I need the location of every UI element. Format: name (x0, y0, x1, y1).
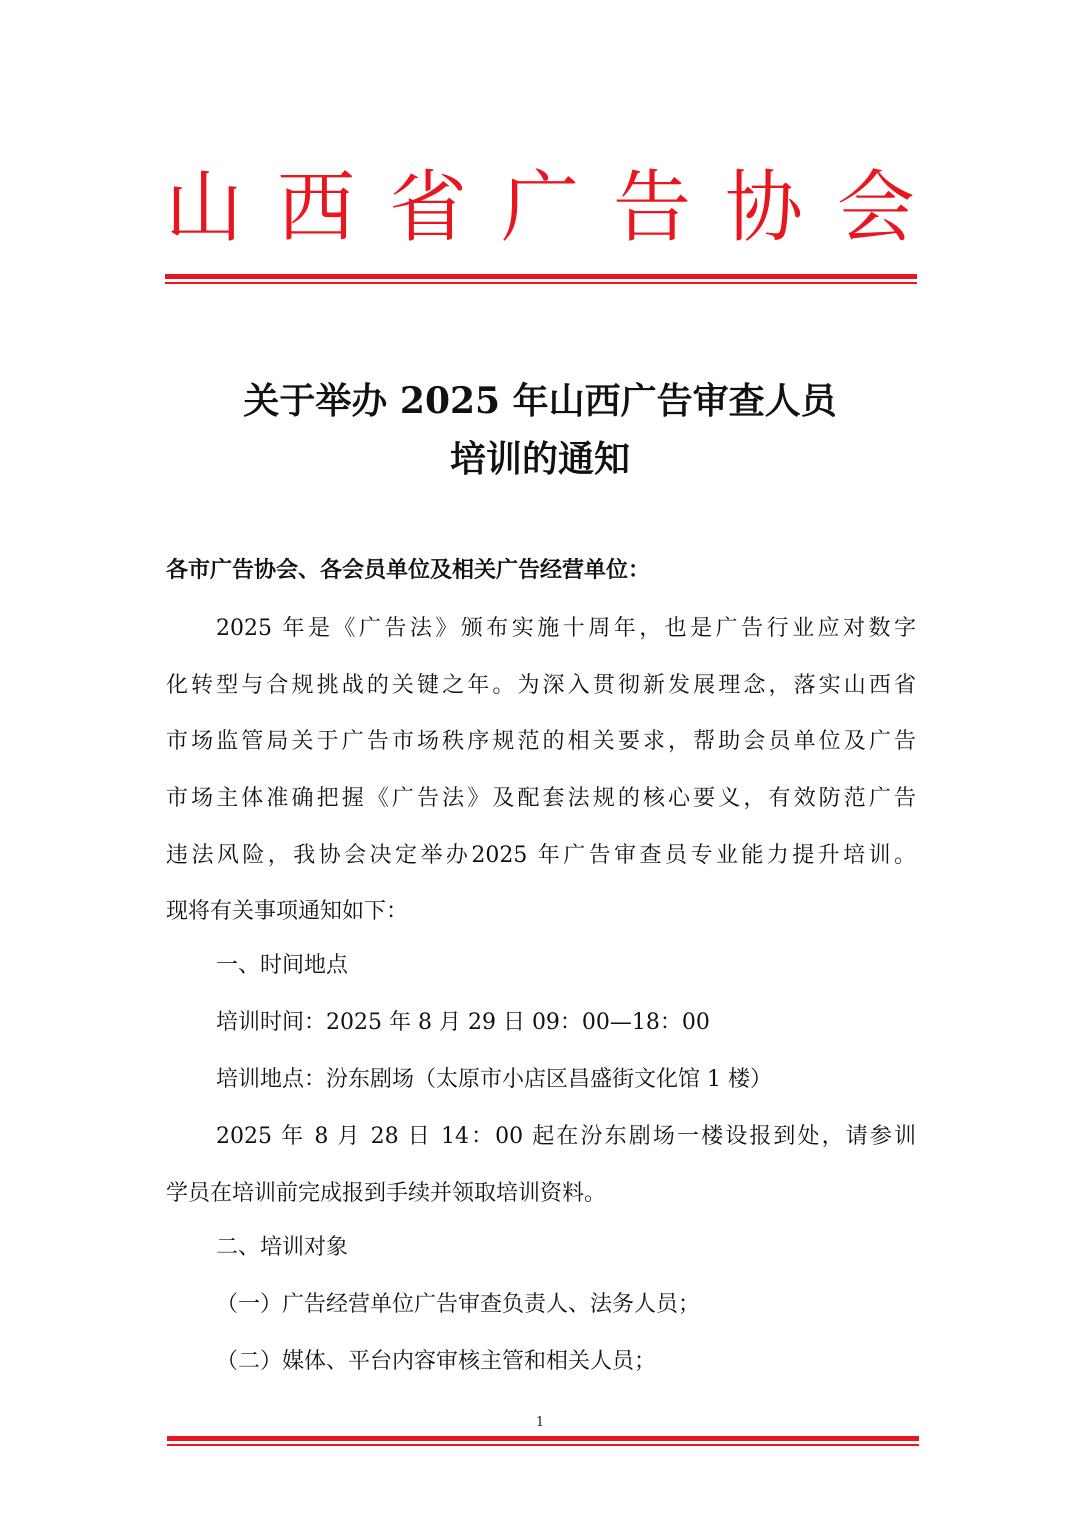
target-item-2: （二）媒体、平台内容审核主管和相关人员； (216, 1349, 657, 1374)
title-line-2: 培训的通知 (449, 438, 630, 480)
footer-divider-thick (167, 1436, 919, 1441)
org-name-char: 省 (388, 163, 467, 253)
section-heading-2: 二、培训对象 (216, 1235, 349, 1260)
checkin-line-1: 2025 年 8 月 28 日 14：00 起在汾东剧场一楼设报到处，请参训 (216, 1124, 916, 1149)
intro-line-1: 2025 年是《广告法》颁布实施十周年，也是广告行业应对数字 (216, 616, 916, 641)
intro-line-5: 违法风险，我协会决定举办2025 年广告审查员专业能力提升培训。 (166, 843, 916, 868)
training-time: 培训时间：2025 年 8 月 29 日 09：00—18：00 (216, 1010, 710, 1035)
org-name-char: 广 (500, 163, 579, 253)
intro-line-2: 化转型与合规挑战的关键之年。为深入贯彻新发展理念，落实山西省 (166, 673, 916, 698)
org-name-header (165, 158, 915, 258)
intro-line-4: 市场主体准确把握《广告法》及配套法规的核心要义，有效防范广告 (166, 786, 916, 811)
salutation: 各市广告协会、各会员单位及相关广告经营单位： (166, 558, 651, 583)
intro-line-6: 现将有关事项通知如下： (166, 899, 409, 924)
header-divider-thick (165, 274, 917, 279)
title-line-1: 关于举办 2025 年山西广告审查人员 (243, 380, 837, 422)
org-name-char: 协 (724, 163, 803, 253)
section-heading-1: 一、时间地点 (216, 953, 349, 978)
intro-line-3: 市场监管局关于广告市场秩序规范的相关要求，帮助会员单位及广告 (166, 729, 916, 754)
footer-divider-thin (167, 1444, 919, 1446)
training-place: 培训地点：汾东剧场（太原市小店区昌盛街文化馆 1 楼） (216, 1067, 772, 1092)
target-item-1: （一）广告经营单位广告审查负责人、法务人员； (216, 1292, 701, 1317)
org-name-char: 西 (276, 163, 355, 253)
page-number: 1 (535, 1415, 545, 1430)
checkin-line-2: 学员在培训前完成报到手续并领取培训资料。 (166, 1181, 607, 1206)
org-name-char: 山 (165, 163, 244, 253)
org-name-char: 会 (836, 163, 915, 253)
header-divider-thin (165, 282, 917, 284)
document-title (165, 372, 915, 488)
org-name-char: 告 (612, 163, 691, 253)
